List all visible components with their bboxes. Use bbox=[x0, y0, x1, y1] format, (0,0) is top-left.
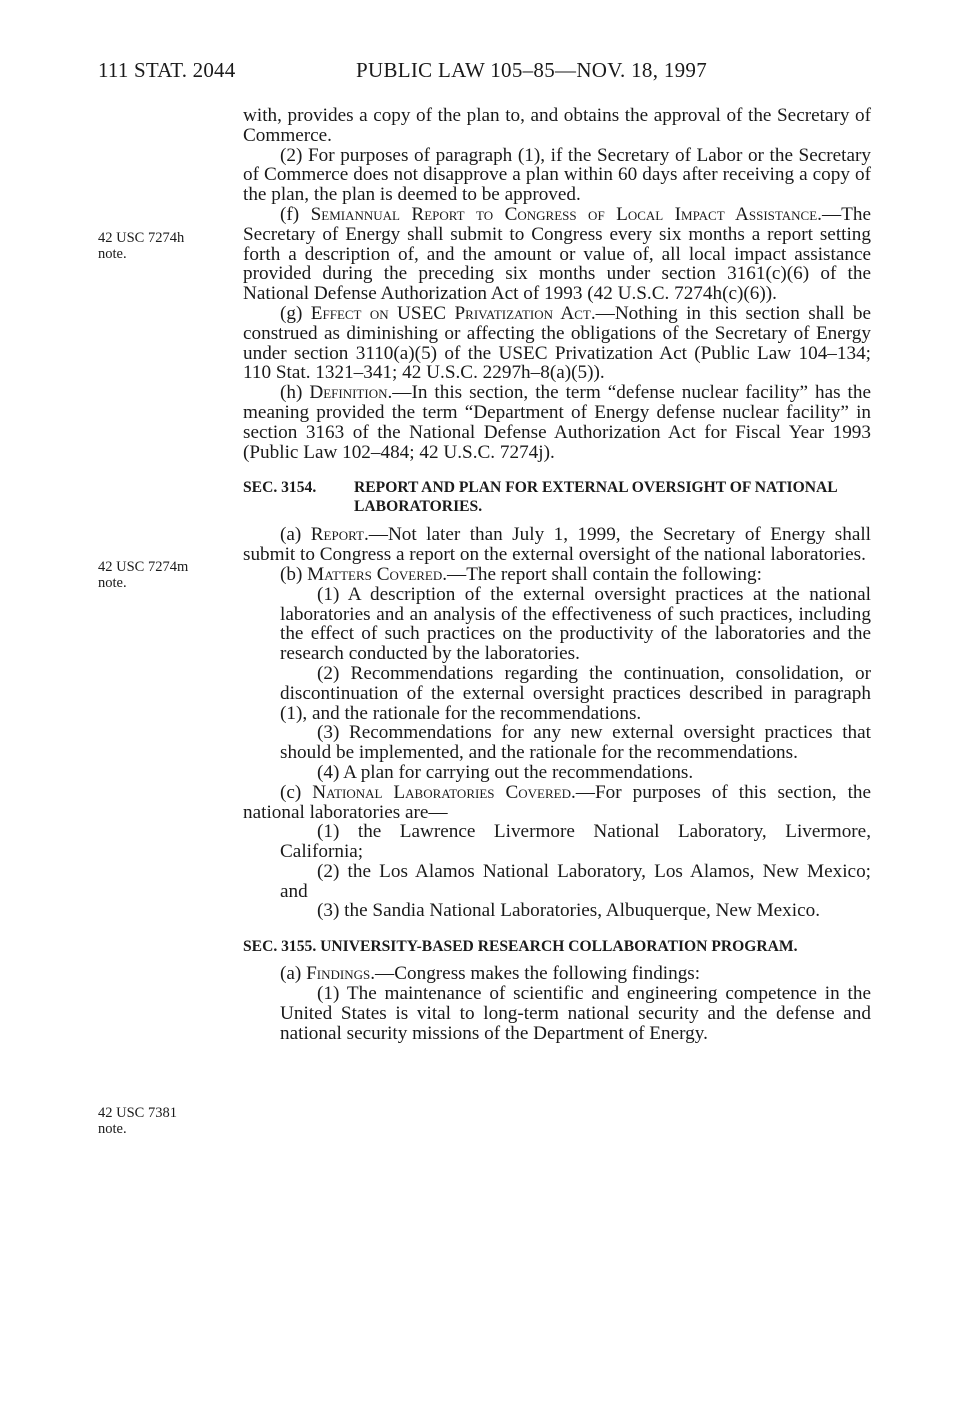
paragraph: with, provides a copy of the plan to, and obtains the approval of the Secretary of Commerce. bbox=[243, 105, 871, 146]
paragraph: (2) the Los Alamos National Laboratory, Los Alamos, New Mexico; and bbox=[280, 860, 871, 902]
paragraph: (1) the Lawrence Livermore National Laboratory, Livermore, California; bbox=[280, 821, 871, 863]
paragraph: (1) The maintenance of scientific and engineering competence in the United States is vital to long-term national security and the defense and national security missions of the Department of Energy. bbox=[280, 983, 871, 1044]
running-title: PUBLIC LAW 105–85—NOV. 18, 1997 bbox=[356, 58, 708, 82]
subsection-heading: National Laboratories Covered. bbox=[312, 781, 576, 803]
paragraph: (3) the Sandia National Laboratories, Albuquerque, New Mexico. bbox=[317, 900, 820, 922]
subsection-heading: Semiannual Report to Congress of Local Impact Assistance. bbox=[310, 203, 822, 225]
paragraph: (2) Recommendations regarding the continuation, consolidation, or discontinuation of the external oversight practices described in paragraph (1), and the rationale for the recommendations. bbox=[280, 662, 871, 724]
subsection-h: (h) Definition.—In this section, the term “defense nuclear facility” has the meaning provided the term “Department of Energy defense nuclear facility” in section 3163 of the National Defense Authorization Act for Fiscal Year 1993 (Public Law 102–484; 42 U.S.C. 7274j). bbox=[243, 382, 871, 463]
page-number: 111 STAT. 2044 bbox=[98, 58, 236, 82]
main-text-column bbox=[243, 106, 871, 1043]
subsection-heading: Findings. bbox=[306, 963, 376, 985]
subsection-a: (a) Findings.—Congress makes the following findings: bbox=[280, 963, 701, 985]
page-header bbox=[98, 58, 878, 88]
margin-note: 42 USC 7274h note. bbox=[98, 230, 185, 262]
subsection-g: (g) Effect on USEC Privatization Act.—Nothing in this section shall be construed as diminishing or affecting the obligations of the Secretary of Energy under section 3110(a)(5) of the USEC Privatization Act (Public Law 104–134; 110 Stat. 1321–341; 42 U.S.C. 2297h–8(a)(5)). bbox=[243, 302, 871, 384]
section-heading: SEC. 3154. REPORT AND PLAN FOR EXTERNAL OVERSIGHT OF NATIONAL LABORATORIES. bbox=[243, 479, 837, 516]
paragraph: (1) A description of the external oversight practices at the national laboratories and an analysis of the effectiveness of such practices, including the effect of such practices on the productivity of the laboratories and the research conducted by the laboratories. bbox=[280, 583, 871, 665]
subsection-heading: Effect on USEC Privatization Act. bbox=[310, 302, 596, 324]
subsection-a: (a) Report.—Not later than July 1, 1999, the Secretary of Energy shall submit to Congress a report on the external oversight of the national laboratories. bbox=[243, 524, 871, 566]
margin-note: 42 USC 7381 note. bbox=[98, 1105, 177, 1137]
subsection-b: (b) Matters Covered.—The report shall contain the following: bbox=[280, 563, 762, 585]
subsection-f: (f) Semiannual Report to Congress of Local Impact Assistance.—The Secretary of Energy shall submit to Congress every six months a report setting forth a description of, and the amount or value of, all local impact assistance provided during the preceding six months under section 3161(c)(6) of the National Defense Authorization Act of 1993 (42 U.S.C. 7274h(c)(6)). bbox=[243, 203, 872, 305]
subsection-c: (c) National Laboratories Covered.—For purposes of this section, the national laboratories are— bbox=[243, 781, 872, 823]
subsection-heading: Definition. bbox=[309, 382, 393, 404]
margin-note: 42 USC 7274m note. bbox=[98, 559, 189, 591]
section-heading: SEC. 3155. UNIVERSITY-BASED RESEARCH COLLABORATION PROGRAM. bbox=[243, 938, 798, 956]
subsection-heading: Matters Covered. bbox=[307, 563, 448, 585]
paragraph: (3) Recommendations for any new external oversight practices that should be implemented, and the rationale for the recommendations. bbox=[280, 722, 871, 764]
paragraph: (2) For purposes of paragraph (1), if the Secretary of Labor or the Secretary of Commerce does not disapprove a plan within 60 days after receiving a copy of the plan, the plan is deemed to be approved. bbox=[243, 144, 871, 206]
paragraph: (4) A plan for carrying out the recommendations. bbox=[317, 761, 694, 783]
subsection-heading: Report. bbox=[310, 524, 369, 546]
